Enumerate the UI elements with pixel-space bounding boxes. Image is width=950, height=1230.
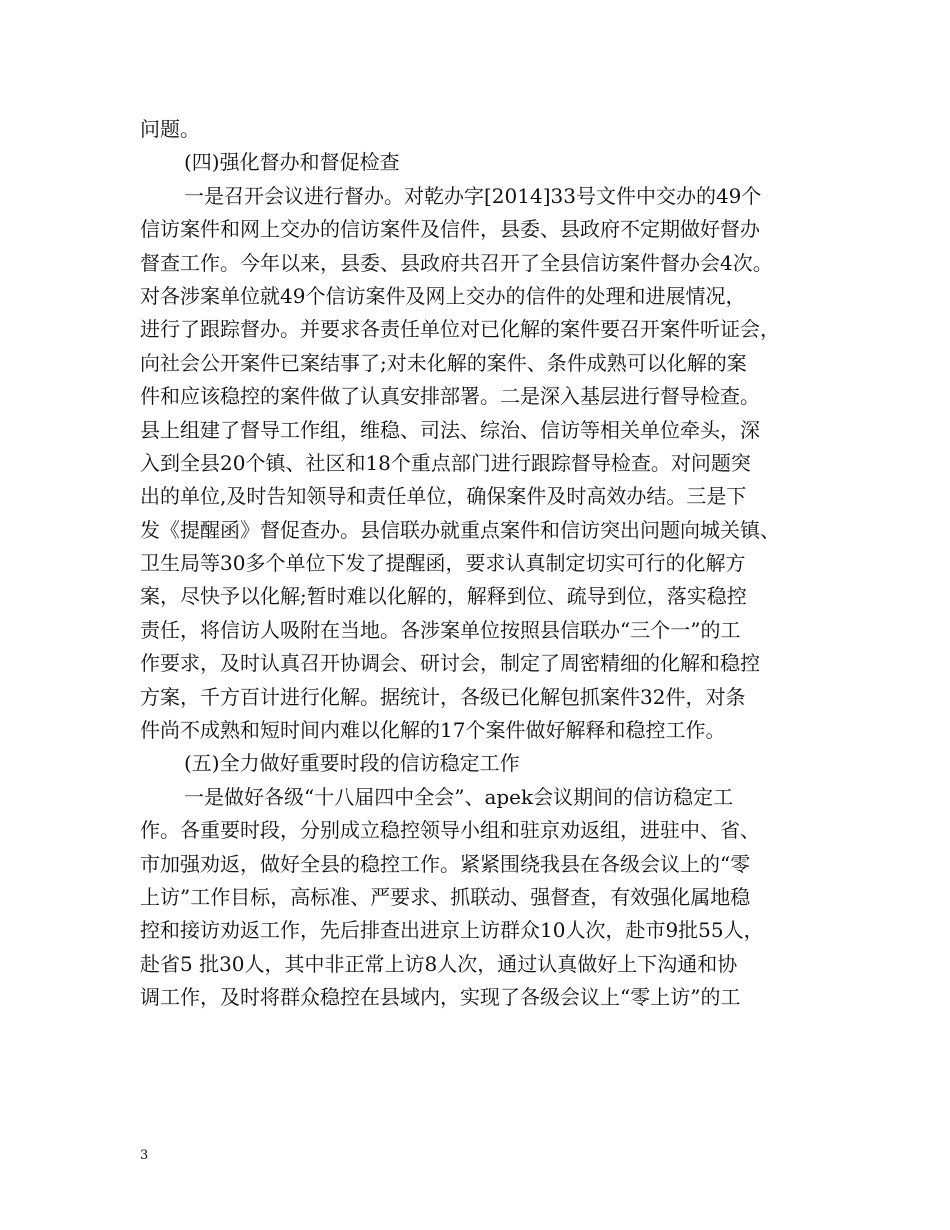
page-number: 3 [140,1148,149,1163]
paragraph-line: 出的单位,及时告知领导和责任单位，确保案件及时高效办结。三是下 [140,484,747,509]
paragraph-line: 作要求，及时认真召开协调会、研讨会，制定了周密精细的化解和稳控 [140,651,760,676]
section-heading-4: (四)强化督办和督促检查 [184,150,400,175]
paragraph-line: 市加强劝返，做好全县的稳控工作。紧紧围绕我县在各级会议上的“零 [140,851,751,876]
paragraph-line: 向社会公开案件已案结事了;对未化解的案件、条件成熟可以化解的案 [140,350,747,375]
paragraph-line: 问题。 [140,117,200,141]
paragraph-line: 件和应该稳控的案件做了认真安排部署。二是深入基层进行督导检查。 [140,384,760,409]
paragraph-line: 方案，千方百计进行化解。据统计，各级已化解包抓案件32件，对条 [140,684,746,709]
paragraph-line: 信访案件和网上交办的信访案件及信件，县委、县政府不定期做好督办 [140,217,760,242]
paragraph-line: 作。各重要时段，分别成立稳控领导小组和驻京劝返组，进驻中、省、 [140,818,760,843]
paragraph-line: 一是做好各级“十八届四中全会”、apek会议期间的信访稳定工 [184,784,734,809]
paragraph-line: 县上组建了督导工作组，维稳、司法、综治、信访等相关单位牵头，深 [140,417,760,442]
paragraph-line: 上访”工作目标，高标准、严要求、抓联动、强督查，有效强化属地稳 [140,884,751,909]
paragraph-line: 案，尽快予以化解;暂时难以化解的，解释到位、疏导到位，落实稳控 [140,584,747,609]
paragraph-line: 对各涉案单位就49个信访案件及网上交办的信件的处理和进展情况， [140,283,746,308]
paragraph-line: 督查工作。今年以来，县委、县政府共召开了全县信访案件督办会4次。 [140,250,773,275]
paragraph-line: 入到全县20个镇、社区和18个重点部门进行跟踪督导检查。对问题突 [140,450,751,475]
paragraph-line: 控和接访劝返工作，先后排查出进京上访群众10人次，赴市9批55人， [140,918,764,943]
paragraph-line: 一是召开会议进行督办。对乾办字[2014]33号文件中交办的49个 [184,183,762,208]
paragraph-line: 责任，将信访人吸附在当地。各涉案单位按照县信联办“三个一”的工 [140,617,741,642]
section-heading-5: (五)全力做好重要时段的信访稳定工作 [184,751,520,776]
document-body [140,113,830,1015]
paragraph-line: 赴省5 批30人，其中非正常上访8人次，通过认真做好上下沟通和协 [140,951,738,976]
paragraph-line: 进行了跟踪督办。并要求各责任单位对已化解的案件要召开案件听证会， [140,317,780,342]
paragraph-line: 发《提醒函》督促查办。县信联办就重点案件和信访突出问题向城关镇、 [140,517,780,542]
paragraph-line: 调工作，及时将群众稳控在县域内，实现了各级会议上“零上访”的工 [140,985,741,1010]
paragraph-line: 卫生局等30多个单位下发了提醒函，要求认真制定切实可行的化解方 [140,551,746,576]
paragraph-line: 件尚不成熟和短时间内难以化解的17个案件做好解释和稳控工作。 [140,718,726,743]
